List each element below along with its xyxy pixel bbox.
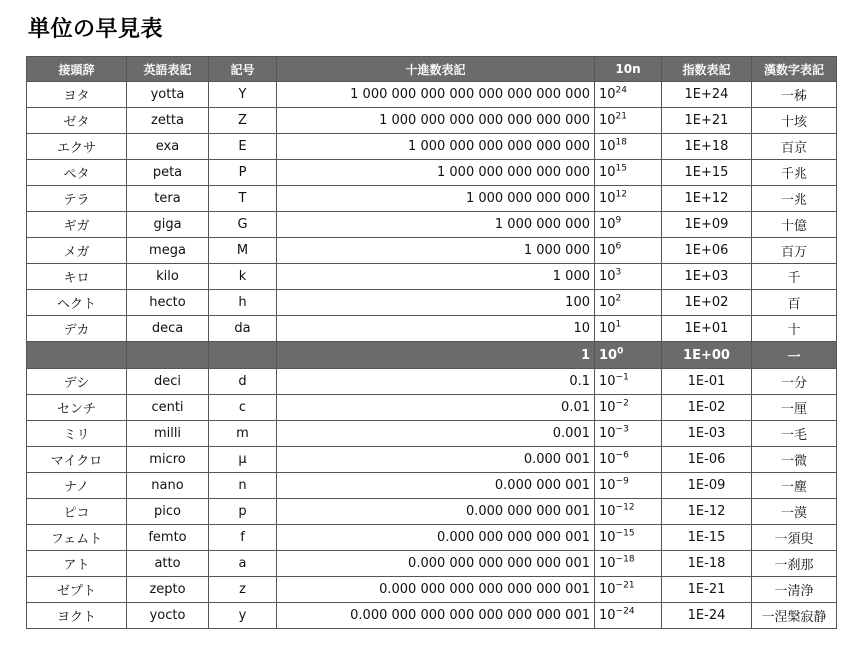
- cell-decimal: 0.000 000 000 001: [277, 499, 595, 525]
- cell-kanji: 一刹那: [752, 551, 837, 577]
- page-title: 単位の早見表: [28, 17, 164, 42]
- cell-scientific: 1E-21: [662, 577, 752, 603]
- cell-prefix: マイクロ: [27, 447, 127, 473]
- cell-prefix: ゼタ: [27, 108, 127, 134]
- exponent: −21: [615, 580, 635, 591]
- table-row: [27, 160, 837, 186]
- cell-scientific: 1E+02: [662, 290, 752, 316]
- cell-prefix: メガ: [27, 238, 127, 264]
- cell-kanji: 百: [752, 290, 837, 316]
- header-row: [27, 57, 837, 82]
- cell-symbol: p: [209, 499, 277, 525]
- cell-power: $10^{12}$: [595, 186, 662, 212]
- cell-prefix: ペタ: [27, 160, 127, 186]
- table-row: [27, 577, 837, 603]
- exponent: 24: [615, 85, 627, 96]
- cell-kanji: 一: [752, 342, 837, 369]
- cell-english: kilo: [127, 264, 209, 290]
- cell-decimal: 1: [277, 342, 595, 369]
- column-header-scientific: 指数表記: [662, 57, 752, 82]
- cell-symbol: m: [209, 421, 277, 447]
- cell-kanji: 一涅槃寂静: [752, 603, 837, 629]
- table-row: [27, 264, 837, 290]
- cell-english: peta: [127, 160, 209, 186]
- cell-kanji: 一須臾: [752, 525, 837, 551]
- cell-english: milli: [127, 421, 209, 447]
- cell-symbol: Z: [209, 108, 277, 134]
- cell-prefix: [27, 342, 127, 369]
- exponent: −1: [615, 372, 629, 383]
- cell-power: $10^3$: [595, 264, 662, 290]
- cell-english: [127, 342, 209, 369]
- cell-decimal: 0.000 000 000 000 001: [277, 525, 595, 551]
- cell-scientific: 1E+12: [662, 186, 752, 212]
- table-row: [27, 212, 837, 238]
- cell-symbol: d: [209, 369, 277, 395]
- cell-power: $10^1$: [595, 316, 662, 342]
- cell-kanji: 千: [752, 264, 837, 290]
- table-body: [27, 82, 837, 629]
- cell-decimal: 0.1: [277, 369, 595, 395]
- cell-english: nano: [127, 473, 209, 499]
- cell-kanji: 百万: [752, 238, 837, 264]
- cell-power: $10^{-1}$: [595, 369, 662, 395]
- cell-power: $10^0$: [595, 342, 662, 369]
- exponent: −15: [615, 528, 635, 539]
- cell-power: $10^2$: [595, 290, 662, 316]
- cell-scientific: 1E-24: [662, 603, 752, 629]
- exponent: 3: [615, 267, 622, 278]
- cell-symbol: Y: [209, 82, 277, 108]
- table-row: [27, 238, 837, 264]
- cell-symbol: a: [209, 551, 277, 577]
- cell-power: $10^{-6}$: [595, 447, 662, 473]
- cell-symbol: f: [209, 525, 277, 551]
- cell-english: femto: [127, 525, 209, 551]
- cell-scientific: 1E+21: [662, 108, 752, 134]
- table-row: [27, 525, 837, 551]
- cell-english: yotta: [127, 82, 209, 108]
- cell-prefix: フェムト: [27, 525, 127, 551]
- cell-kanji: 一兆: [752, 186, 837, 212]
- cell-scientific: 1E+24: [662, 82, 752, 108]
- cell-decimal: 100: [277, 290, 595, 316]
- cell-scientific: 1E+18: [662, 134, 752, 160]
- cell-english: deci: [127, 369, 209, 395]
- cell-decimal: 0.000 000 000 000 000 001: [277, 551, 595, 577]
- cell-decimal: 0.000 000 000 000 000 000 001: [277, 577, 595, 603]
- cell-power: $10^6$: [595, 238, 662, 264]
- table-row: [27, 108, 837, 134]
- cell-symbol: h: [209, 290, 277, 316]
- column-header-symbol: 記号: [209, 57, 277, 82]
- cell-kanji: 一塵: [752, 473, 837, 499]
- cell-symbol: T: [209, 186, 277, 212]
- units-table: [26, 56, 837, 629]
- cell-symbol: M: [209, 238, 277, 264]
- cell-scientific: 1E-18: [662, 551, 752, 577]
- cell-english: giga: [127, 212, 209, 238]
- cell-power: $10^{-15}$: [595, 525, 662, 551]
- cell-prefix: センチ: [27, 395, 127, 421]
- cell-symbol: n: [209, 473, 277, 499]
- exponent: −12: [615, 502, 635, 513]
- cell-decimal: 0.01: [277, 395, 595, 421]
- cell-prefix: ピコ: [27, 499, 127, 525]
- exponent: −9: [615, 476, 629, 487]
- cell-scientific: 1E+06: [662, 238, 752, 264]
- exponent: −18: [615, 554, 635, 565]
- cell-scientific: 1E+03: [662, 264, 752, 290]
- cell-kanji: 一厘: [752, 395, 837, 421]
- column-header-decimal: 十進数表記: [277, 57, 595, 82]
- cell-decimal: 1 000 000 000 000 000: [277, 160, 595, 186]
- cell-decimal: 1 000 000: [277, 238, 595, 264]
- table-row: [27, 369, 837, 395]
- cell-decimal: 1 000 000 000 000 000 000 000: [277, 108, 595, 134]
- table-row: [27, 290, 837, 316]
- cell-prefix: デシ: [27, 369, 127, 395]
- exponent: 15: [615, 163, 627, 174]
- cell-decimal: 0.000 001: [277, 447, 595, 473]
- column-header-prefix: 接頭辞: [27, 57, 127, 82]
- cell-prefix: ミリ: [27, 421, 127, 447]
- cell-power: $10^{15}$: [595, 160, 662, 186]
- table-row: [27, 395, 837, 421]
- table-row-base: [27, 342, 837, 369]
- cell-symbol: E: [209, 134, 277, 160]
- cell-symbol: μ: [209, 447, 277, 473]
- cell-power: $10^{-3}$: [595, 421, 662, 447]
- exponent: 9: [615, 215, 622, 226]
- cell-scientific: 1E-09: [662, 473, 752, 499]
- table-row: [27, 316, 837, 342]
- cell-prefix: ヨクト: [27, 603, 127, 629]
- exponent: 12: [615, 189, 627, 200]
- cell-english: yocto: [127, 603, 209, 629]
- cell-prefix: デカ: [27, 316, 127, 342]
- cell-english: centi: [127, 395, 209, 421]
- cell-kanji: 百京: [752, 134, 837, 160]
- table-row: [27, 473, 837, 499]
- table-row: [27, 551, 837, 577]
- cell-decimal: 1 000 000 000 000 000 000: [277, 134, 595, 160]
- exponent: 1: [615, 319, 622, 330]
- cell-prefix: ゼプト: [27, 577, 127, 603]
- cell-scientific: 1E-02: [662, 395, 752, 421]
- cell-power: $10^9$: [595, 212, 662, 238]
- table-row: [27, 603, 837, 629]
- cell-english: zetta: [127, 108, 209, 134]
- cell-symbol: y: [209, 603, 277, 629]
- cell-power: $10^{-21}$: [595, 577, 662, 603]
- cell-decimal: 1 000 000 000: [277, 212, 595, 238]
- cell-english: atto: [127, 551, 209, 577]
- cell-decimal: 10: [277, 316, 595, 342]
- column-header-english: 英語表記: [127, 57, 209, 82]
- cell-power: $10^{-24}$: [595, 603, 662, 629]
- cell-decimal: 0.001: [277, 421, 595, 447]
- cell-power: $10^{18}$: [595, 134, 662, 160]
- cell-kanji: 一分: [752, 369, 837, 395]
- cell-symbol: P: [209, 160, 277, 186]
- cell-scientific: 1E-03: [662, 421, 752, 447]
- cell-symbol: da: [209, 316, 277, 342]
- cell-prefix: ナノ: [27, 473, 127, 499]
- cell-prefix: テラ: [27, 186, 127, 212]
- exponent: −24: [615, 606, 635, 617]
- exponent: 2: [615, 293, 622, 304]
- table-row: [27, 186, 837, 212]
- cell-scientific: 1E-12: [662, 499, 752, 525]
- cell-prefix: ヨタ: [27, 82, 127, 108]
- exponent: 18: [615, 137, 627, 148]
- cell-kanji: 十億: [752, 212, 837, 238]
- table-row: [27, 134, 837, 160]
- cell-decimal: 0.000 000 000 000 000 000 000 001: [277, 603, 595, 629]
- cell-english: exa: [127, 134, 209, 160]
- cell-english: hecto: [127, 290, 209, 316]
- cell-kanji: 一清浄: [752, 577, 837, 603]
- exponent: 0: [617, 346, 624, 357]
- cell-power: $10^{21}$: [595, 108, 662, 134]
- cell-kanji: 十垓: [752, 108, 837, 134]
- cell-decimal: 0.000 000 001: [277, 473, 595, 499]
- cell-kanji: 一秭: [752, 82, 837, 108]
- cell-symbol: G: [209, 212, 277, 238]
- cell-power: $10^{-18}$: [595, 551, 662, 577]
- cell-decimal: 1 000: [277, 264, 595, 290]
- exponent: −6: [615, 450, 629, 461]
- cell-english: pico: [127, 499, 209, 525]
- cell-scientific: 1E-01: [662, 369, 752, 395]
- cell-symbol: k: [209, 264, 277, 290]
- exponent: −3: [615, 424, 629, 435]
- cell-english: deca: [127, 316, 209, 342]
- cell-english: zepto: [127, 577, 209, 603]
- table-row: [27, 447, 837, 473]
- cell-symbol: [209, 342, 277, 369]
- table-row: [27, 82, 837, 108]
- cell-scientific: 1E-15: [662, 525, 752, 551]
- cell-power: $10^{-12}$: [595, 499, 662, 525]
- cell-prefix: アト: [27, 551, 127, 577]
- cell-kanji: 一漠: [752, 499, 837, 525]
- exponent: 21: [615, 111, 627, 122]
- exponent: −2: [615, 398, 629, 409]
- cell-scientific: 1E+01: [662, 316, 752, 342]
- cell-symbol: c: [209, 395, 277, 421]
- cell-english: mega: [127, 238, 209, 264]
- cell-scientific: 1E+15: [662, 160, 752, 186]
- cell-decimal: 1 000 000 000 000 000 000 000 000: [277, 82, 595, 108]
- column-header-power: 10n: [595, 57, 662, 82]
- cell-prefix: キロ: [27, 264, 127, 290]
- cell-prefix: ギガ: [27, 212, 127, 238]
- cell-kanji: 千兆: [752, 160, 837, 186]
- cell-kanji: 一微: [752, 447, 837, 473]
- table-row: [27, 499, 837, 525]
- table-row: [27, 421, 837, 447]
- cell-power: $10^{-9}$: [595, 473, 662, 499]
- column-header-kanji: 漢数字表記: [752, 57, 837, 82]
- cell-power: $10^{24}$: [595, 82, 662, 108]
- cell-scientific: 1E+00: [662, 342, 752, 369]
- cell-scientific: 1E-06: [662, 447, 752, 473]
- cell-symbol: z: [209, 577, 277, 603]
- cell-prefix: ヘクト: [27, 290, 127, 316]
- cell-power: $10^{-2}$: [595, 395, 662, 421]
- exponent: 6: [615, 241, 622, 252]
- cell-kanji: 一毛: [752, 421, 837, 447]
- cell-kanji: 十: [752, 316, 837, 342]
- cell-decimal: 1 000 000 000 000: [277, 186, 595, 212]
- cell-scientific: 1E+09: [662, 212, 752, 238]
- cell-english: micro: [127, 447, 209, 473]
- cell-english: tera: [127, 186, 209, 212]
- cell-prefix: エクサ: [27, 134, 127, 160]
